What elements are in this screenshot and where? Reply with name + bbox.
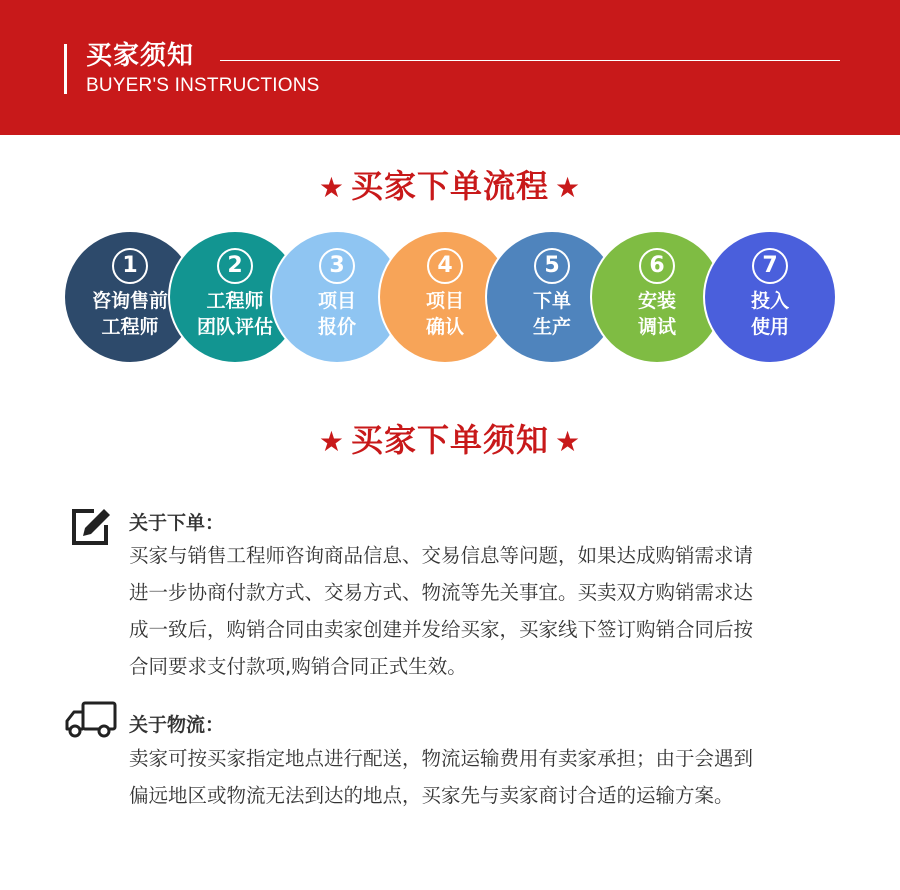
ordering-line: 买家与销售工程师咨询商品信息、交易信息等问题，如果达成购销需求请	[129, 544, 754, 567]
star-icon: ★	[555, 171, 582, 204]
header-subtitle: BUYER'S INSTRUCTIONS	[86, 75, 320, 96]
star-icon: ★	[555, 425, 582, 458]
star-icon: ★	[318, 425, 345, 458]
step-number: 1	[112, 248, 148, 284]
star-icon: ★	[318, 171, 345, 204]
header-accent-bar	[64, 44, 67, 94]
step-label: 咨询售前 工程师	[91, 290, 168, 338]
notice-section-title	[0, 420, 900, 462]
step-number: 6	[639, 248, 675, 284]
step-label: 投入 使用	[750, 290, 789, 338]
header-divider	[220, 60, 840, 61]
step-label: 项目 报价	[317, 290, 356, 338]
flow-section-title	[0, 166, 900, 208]
step-label: 工程师 团队评估	[196, 290, 273, 338]
notice-title-text: 买家下单须知	[350, 421, 549, 459]
step-number: 2	[217, 248, 253, 284]
ordering-line: 成一致后，购销合同由卖家创建并发给买家，买家线下签订购销合同后按	[129, 618, 754, 641]
step-7	[703, 230, 837, 364]
logistics-heading: 关于物流：	[129, 714, 225, 736]
truck-icon	[64, 700, 118, 744]
ordering-line: 合同要求支付款项,购销合同正式生效。	[129, 655, 467, 678]
process-steps	[0, 230, 900, 364]
step-number: 5	[534, 248, 570, 284]
edit-icon	[70, 507, 112, 551]
step-number: 7	[752, 248, 788, 284]
step-number: 3	[319, 248, 355, 284]
step-label: 项目 确认	[425, 290, 464, 338]
step-label: 安装 调试	[637, 290, 676, 338]
step-label: 下单 生产	[532, 290, 571, 338]
logistics-line: 偏远地区或物流无法到达的地点，买家先与卖家商讨合适的运输方案。	[129, 784, 734, 807]
ordering-line: 进一步协商付款方式、交易方式、物流等先关事宜。买卖双方购销需求达	[129, 581, 754, 604]
step-number: 4	[427, 248, 463, 284]
ordering-body	[129, 537, 849, 685]
header-title: 买家须知	[86, 41, 195, 71]
header-banner	[0, 0, 900, 135]
flow-title-text: 买家下单流程	[350, 167, 549, 205]
logistics-body	[129, 740, 849, 814]
step-disc	[705, 232, 835, 362]
ordering-heading: 关于下单：	[129, 512, 225, 534]
logistics-line: 卖家可按买家指定地点进行配送，物流运输费用有卖家承担；由于会遇到	[129, 747, 754, 770]
